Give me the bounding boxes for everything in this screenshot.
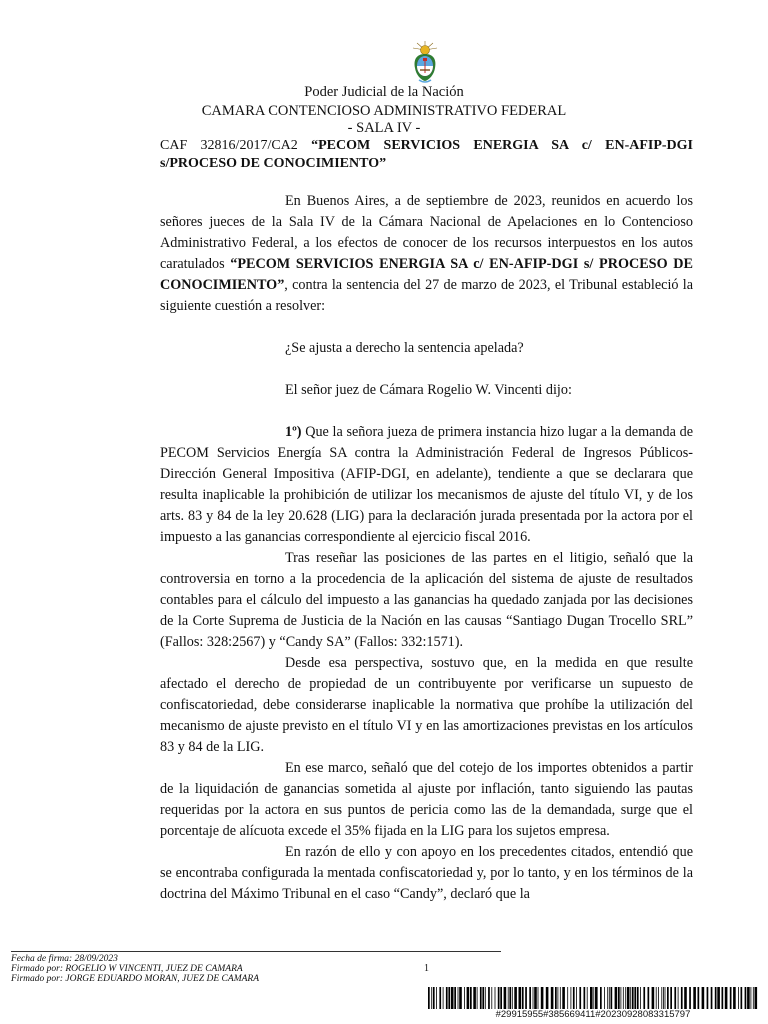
argentina-coat-of-arms-icon	[410, 40, 440, 84]
barcode	[428, 987, 758, 1009]
signature-divider	[11, 951, 501, 952]
opening-text: En Buenos Aires, a de septiembre de 2023, reunidos en acuerdo los señores jueces de la Sala IV de la Cámara Nacional de Apelaciones en lo Contencioso Administrativo Federal, a los efectos de conocer de los recursos interpuestos en los autos caratulados	[160, 193, 693, 272]
signer-2: Firmado por: JORGE EDUARDO MORAN, JUEZ DE CAMARA	[11, 974, 260, 984]
case-caption: “PECOM SERVICIOS ENERGIA SA c/ EN-AFIP-DGI s/PROCESO DE CONOCIMIENTO”	[160, 138, 694, 171]
judge-intro-line: El señor juez de Cámara Rogelio W. Vincenti dijo:	[285, 382, 572, 398]
paragraph-2: Tras reseñar las posiciones de las partes en el litigio, señaló que la controversia en torno a la procedencia de la aplicación del sistema de ajuste de resultados contables para el cálculo del impuesto a las ganancias ha quedado zanjada por las decisiones de la Corte Suprema de Justicia de la Nación en las causas “Santiago Dugan Trocello SRL” (Fallos: 328:2567) y “Candy SA” (Fallos: 332:1571).	[160, 550, 693, 650]
case-number: CAF 32816/2017/CA2	[160, 138, 298, 153]
paragraph-4: En ese marco, señaló que del cotejo de los importes obtenidos a partir de la liquidación de ganancias sometida al ajuste por inflación, tanto siguiendo las pautas requeridas por la actora en sus puntos de pericia como las de la demandada, surge que el porcentaje de alícuota excede el 35% fijada en la LIG para los sujetos empresa.	[160, 760, 693, 839]
signature-date: Fecha de firma: 28/09/2023	[11, 954, 118, 964]
court-title: CAMARA CONTENCIOSO ADMINISTRATIVO FEDERAL	[201, 103, 567, 119]
page-number: 1	[424, 963, 429, 974]
signer-1: Firmado por: ROGELIO W VINCENTI, JUEZ DE CAMARA	[11, 964, 243, 974]
paragraph-1	[160, 422, 693, 548]
paragraph-3: Desde esa perspectiva, sostuvo que, en la medida en que resulte afectado el derecho de propiedad de un contribuyente por verificarse un supuesto de confiscatoriedad, debe considerarse inaplicable la normativa que prohíbe la utilización del mecanismo de ajuste previsto en el título VI y en las amortizaciones previstas en los artículos 83 y 84 de la LIG.	[160, 655, 693, 755]
paragraph-opening	[160, 191, 693, 317]
chamber-title: - SALA IV -	[347, 120, 421, 136]
question-line: ¿Se ajusta a derecho la sentencia apelada?	[285, 340, 524, 356]
case-heading	[160, 137, 693, 173]
paragraph-5: En razón de ello y con apoyo en los precedentes citados, entendió que se encontraba configurada la mentada confiscatoriedad y, por lo tanto, y en los términos de la doctrina del Máximo Tribunal en el caso “Candy”, declaró que la	[160, 844, 693, 902]
institution-title: Poder Judicial de la Nación	[304, 84, 464, 100]
paragraph-number: 1º)	[285, 424, 302, 440]
case-caption-inline: “PECOM SERVICIOS ENERGIA SA c/ EN-AFIP-DGI s/ PROCESO DE CONOCIMIENTO”	[160, 256, 693, 293]
opening-text-end: , contra la sentencia del 27 de marzo de 2023, el Tribunal estableció la siguiente cuestión a resolver:	[160, 277, 693, 314]
paragraph-1-text: Que la señora jueza de primera instancia hizo lugar a la demanda de PECOM Servicios Energía SA contra la Administración Federal de Ingresos Públicos-Dirección General Impositiva (AFIP-DGI, en adelante), tendiente a que se declarara que resulta inaplicable la prohibición de utilizar los mecanismos de ajuste del título VI, y de los arts. 83 y 84 de la ley 20.628 (LIG) para la declaración jurada presentada por la actora por el impuesto a las ganancias correspondiente al ejercicio fiscal 2016.	[160, 424, 693, 545]
judgment-body	[160, 191, 693, 905]
barcode-number: #29915955#385669411#20230928083315797	[495, 1009, 691, 1020]
